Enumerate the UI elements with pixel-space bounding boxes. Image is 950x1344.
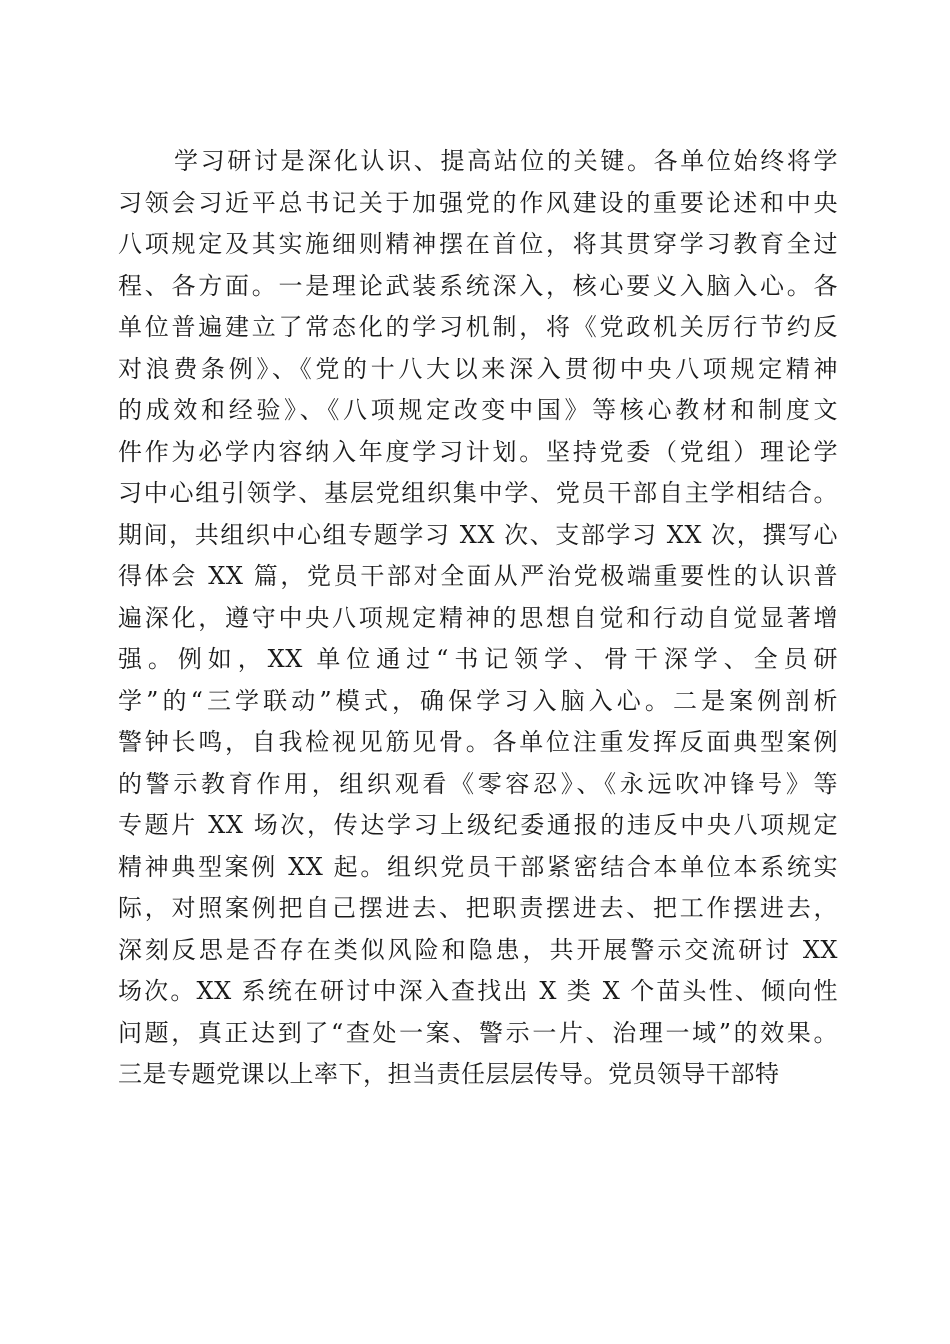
text-line: 件作为必学内容纳入年度学习计划。坚持党委（党组）理论学 (118, 437, 838, 466)
text-line: 问题，真正达到了“查处一案、警示一片、治理一域”的效果。 (118, 1018, 838, 1047)
text-line: 遍深化，遵守中央八项规定精神的思想自觉和行动自觉显著增 (118, 603, 838, 632)
text-line: 精神典型案例 XX 起。组织党员干部紧密结合本单位本系统实 (118, 852, 838, 881)
text-line: 专题片 XX 场次，传达学习上级纪委通报的违反中央八项规定 (118, 811, 838, 839)
text-line: 习领会习近平总书记关于加强党的作风建设的重要论述和中央 (118, 188, 838, 217)
body-paragraph (118, 141, 838, 1096)
text-line: 学”的“三学联动”模式，确保学习入脑入心。二是案例剖析 (118, 686, 838, 715)
text-line: 单位普遍建立了常态化的学习机制，将《党政机关厉行节约反 (118, 313, 838, 341)
text-line: 学习研讨是深化认识、提高站位的关键。各单位始终将学 (174, 147, 838, 175)
text-line: 际，对照案例把自己摆进去、把职责摆进去、把工作摆进去， (118, 894, 838, 922)
text-line: 八项规定及其实施细则精神摆在首位，将其贯穿学习教育全过 (118, 230, 838, 258)
text-line: 习中心组引领学、基层党组织集中学、党员干部自主学相结合。 (118, 479, 838, 507)
text-line: 场次。XX 系统在研讨中深入查找出 X 类 X 个苗头性、倾向性 (118, 977, 838, 1005)
text-line: 强。例如，XX 单位通过“书记领学、骨干深学、全员研 (118, 645, 838, 673)
text-line: 得体会 XX 篇，党员干部对全面从严治党极端重要性的认识普 (118, 562, 838, 590)
text-line: 对浪费条例》、《党的十八大以来深入贯彻中央八项规定精神 (118, 354, 838, 383)
text-line: 的成效和经验》、《八项规定改变中国》等核心教材和制度文 (118, 396, 838, 424)
text-line: 深刻反思是否存在类似风险和隐患，共开展警示交流研讨 XX (118, 935, 838, 964)
text-line: 三是专题党课以上率下，担当责任层层传导。党员领导干部特 (118, 1060, 780, 1088)
text-line: 的警示教育作用，组织观看《零容忍》、《永远吹冲锋号》等 (118, 769, 838, 798)
text-line: 期间，共组织中心组专题学习 XX 次、支部学习 XX 次，撰写心 (118, 520, 838, 549)
text-line: 警钟长鸣，自我检视见筋见骨。各单位注重发挥反面典型案例 (118, 728, 838, 756)
text-line: 程、各方面。一是理论武装系统深入，核心要义入脑入心。各 (118, 271, 838, 300)
